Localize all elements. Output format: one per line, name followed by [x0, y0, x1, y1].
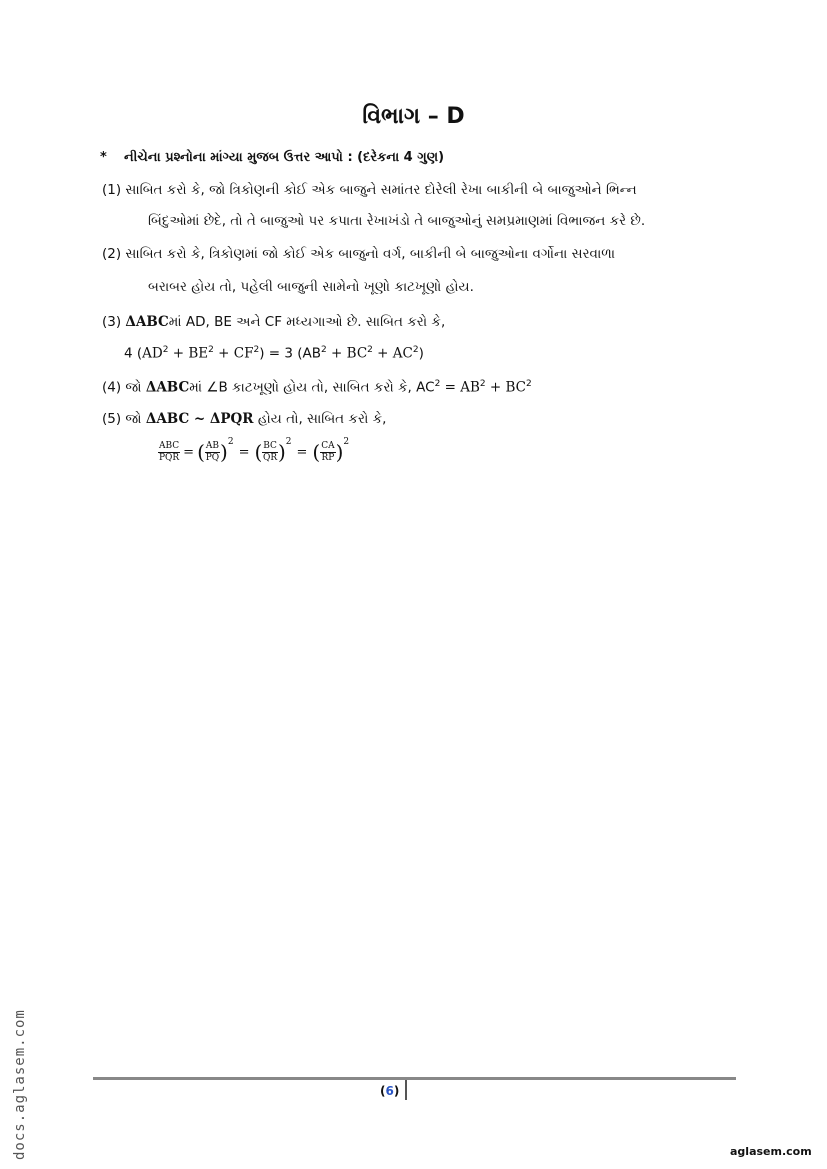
page-number: [380, 1084, 399, 1098]
numerator: AB: [205, 440, 220, 451]
formula-part: + BE: [168, 345, 209, 362]
question-1-line-1: (1) સાબિત કરો કે, જો ત્રિકોણની કોઈ એક બાજુને સમાંતર દોરેલી રેખા બાકીની બે બાજુઓને ભિન્ન: [102, 182, 637, 198]
fraction: [205, 441, 220, 464]
question-1-line-2: બિંદુઓમાં છેદે, તો તે બાજુઓ પર કપાતા રેખાખંડો તે બાજુઓનું સમપ્રમાણમાં વિભાજન કરે છે.: [148, 213, 646, 229]
question-5-text: હોય તો, સાબિત કરો કે,: [253, 411, 387, 427]
exponent: 2: [343, 437, 350, 447]
page-number-close: ): [393, 1084, 400, 1098]
page-number-open: (: [380, 1084, 386, 1098]
exponent: 2: [285, 437, 292, 447]
question-3: [102, 314, 445, 330]
formula-part: ): [418, 345, 424, 362]
denominator: RP: [321, 452, 335, 463]
formula-part: + CF: [213, 345, 254, 362]
formula-part: = AB: [440, 379, 480, 396]
instruction-text: નીચેના પ્રશ્નોના માંગ્યા મુજબ ઉત્તર આપો : (દરેકના 4 ગુણ): [124, 150, 445, 165]
exponent: 2: [162, 345, 169, 355]
exponent: 2: [412, 345, 419, 355]
formula-part: + BC: [485, 379, 527, 396]
section-title: વિભાગ – D: [362, 104, 465, 129]
question-2-line-1: (2) સાબિત કરો કે, ત્રિકોણમાં જો કોઈ એક બાજુનો વર્ગ, બાકીની બે બાજુઓના વર્ગોના સરવાળા: [102, 246, 616, 262]
formula-part: + BC: [326, 345, 368, 362]
exponent: 2: [253, 345, 260, 355]
question-3-text: માં AD, BE અને CF મધ્યગાઓ છે. સાબિત કરો કે,: [168, 314, 446, 330]
question-3-triangle: ΔABC: [125, 314, 169, 330]
denominator: QR: [263, 452, 278, 463]
equals-sign: =: [296, 444, 308, 460]
footer-tick: [405, 1080, 407, 1100]
formula-part: + AC: [372, 345, 413, 362]
bottom-watermark: aglasem.com: [730, 1145, 812, 1158]
equals-sign: =: [238, 444, 250, 460]
question-5-similarity: ΔABC ~ ΔPQR: [145, 411, 254, 427]
fraction: [320, 441, 335, 464]
question-4-number: (4) જો: [102, 379, 146, 396]
exponent: 2: [479, 379, 486, 389]
question-4-triangle: ΔABC: [145, 379, 190, 396]
instruction-line: [100, 150, 444, 165]
bullet-star: *: [100, 150, 107, 165]
question-5: [102, 411, 386, 427]
exponent: 2: [321, 345, 327, 355]
exponent: 2: [526, 379, 532, 389]
fraction: [262, 441, 278, 464]
question-4-text: માં ∠B કાટખૂણો હોય તો, સાબિત કરો કે, AC: [189, 379, 435, 396]
page-number-digit: 6: [385, 1084, 394, 1098]
footer-rule: [93, 1077, 736, 1080]
equals-sign: =: [183, 444, 195, 460]
side-watermark: docs.aglasem.com: [12, 1009, 28, 1160]
exponent: 2: [367, 345, 373, 355]
numerator: BC: [263, 440, 277, 451]
question-5-formula: $\frac{\text{ABC}}{\text{PQR}}$ = ( $\frac{AB}{PQ}$ ) $^2$ = ( $\frac{BC}{QR}$ ) $^2$ = ( $\frac{CA}{RP}$ ) $^2$: [158, 437, 350, 464]
exponent: 2: [434, 379, 441, 389]
question-2-line-2: બરાબર હોય તો, પહેલી બાજુની સામેનો ખૂણો કાટખૂણો હોય.: [148, 279, 474, 295]
formula-part: AD: [142, 345, 163, 362]
question-4: [102, 379, 532, 396]
question-5-number: (5) જો: [102, 411, 146, 427]
numerator: ABC: [159, 440, 180, 451]
numerator: CA: [321, 440, 335, 451]
fraction: [158, 441, 180, 464]
denominator: PQ: [205, 452, 220, 463]
formula-part: 4 (: [124, 345, 143, 362]
formula-part: ) = 3 (AB: [259, 345, 322, 362]
exponent: 2: [227, 437, 234, 447]
question-3-formula: [124, 345, 424, 362]
exponent: 2: [208, 345, 214, 355]
question-3-number: (3): [102, 314, 126, 330]
denominator: PQR: [158, 452, 180, 463]
